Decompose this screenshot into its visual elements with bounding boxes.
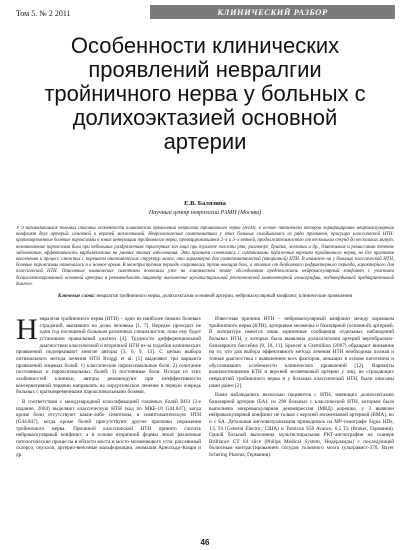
- page-number: 46: [200, 538, 210, 547]
- body-paragraph: Нами наблюдались несколько пациентов с НТН, имеющих долихоэктазию базилярной артерии (БА): из 298 больных с классической НТН, которым была выполнена микроваскулярная декомпрессия (МВД) корешка, у 3 выявлен нейроваскулярный конфликт не только с верхней мозжечковой артерией (ВМА), но и с БА. Детальная ангиовизуализация проводилась на МР-томографе Signa HDx, 1,5 Тл (General Electric, США) и Tomicon S50 Avance, 0,5 Тл (Bruker, Германия). Одной больной выполнена мультиспиральная РКТ-ангиография на сканере Brilliance CT 64 slice (Philips Medical System, Нидерланды) с последующей болюсным контрастированием сосудов головного мозга (ультравист-370, Bayer Schering Pharma, Германия).: [209, 392, 394, 459]
- article-title: Особенности клинических проявлений невралгии тройничного нерва у больных с долихоэктазией основной артерии: [44, 33, 366, 154]
- keywords-label: Ключевые слова:: [57, 294, 96, 299]
- article-affiliation: Научный центр неврологии РАМН (Москва): [148, 210, 262, 216]
- issue-label: Том 5. № 2 2011: [16, 9, 71, 18]
- section-banner: КЛИНИЧЕСКИЙ РАЗБОР: [150, 5, 395, 19]
- keywords-text: невралгия тройничного нерва, долихоэктазия основной артерии, нейроваскулярный конфликт, клинические проявления: [96, 294, 353, 299]
- right-column: [209, 316, 394, 534]
- body-paragraph: Известная причина НТН – нейроваскулярный конфликт между корешком тройничного нерва (КТН), артериями мозжечка и базилярной (основной) артерией. В литературе имеется лишь единичные сообщения отдельных наблюдений больных НТН, у которых была выявлена долихоэктазия артерий вертебрально-базилярного бассейна [8, 10, 11]. Spencer и Gremillion (2007) обращают внимание на то, что для выбора эффективного метода лечения НТН необходима полная и точная диагностика с выявлением всех факторов, лежащих в основе патогенеза и обусловивших особенности клинических проявлений [12]. Варианты взаимоотношения КТН и верхней мозжечковой артерии у лиц, не страдающих невралгией тройничного нерва и у больных классической НТН, были описаны нами ранее [2].: [209, 316, 394, 389]
- left-column: [16, 316, 201, 534]
- article-authors: Е.В. Балязина: [184, 200, 226, 207]
- body-paragraph: В соответствии с международной классификацией головных болей ВОЗ (2-е издание, 2004) выделяют классическую НТН (код по МКБ-10 G44.847), когда кроме боли отсутствуют какие-либо симптомы, и симптоматическую НТН (G44.847), когда кроме болей присутствуют другие признаки поражения тройничного нерва. Причиной классической НТН принято считать нейроваскулярный конфликт, а в основе вторичной формы лежат различные патологические процессы в области моста и мосто-мозжечкового угла: рассеянный склероз, опухоли, артерио-венозные мальформации, аномалия Арнольда–Киари и др.: [16, 398, 201, 459]
- body-paragraph: евралгия тройничного нерва (НТН) – одно из наиболее тяжких болевых страданий, выпавших на долю человека [1, 7]. Нередко проходит не один год посещений больным различных специалистов, пока ему будет установлен правильный диагноз [4]. Трудности дифференциальной диагностики классической и вторичной НТН из-за подобия клинических проявлений подчеркивают многие авторы [3, 6, 9, 13]. С целью выбора оптимального метода лечения НТН Bruggi et al. [5] выделяют три варианта проявлений лицевых болей: 1) классические пароксизмальные боли; 2) сочетание постоянных и пароксизмальных болей; 3) постоянные боли. Исходя из этих особенностей клиники, авторы рекомендуют при неэффективности консервативной терапии направлять на хирургическое лечение в первую очередь больных с кратковременными пароксизмальными болями.: [16, 316, 201, 396]
- keywords: [16, 294, 394, 300]
- article-abstract: У 9 наблюдавшихся больных описаны особенности клинических проявлений невралгии тройничного нерва (НТН), в основе патогенеза которой верифицирован нейроваскулярный конфликт двух артерий: основной и верхней мозжечковой. Неврологическая симптоматика у этих больных складывалась из ряда признаков, присущих классической НТН: кратковременные болевые пароксизмы в зонах иннервации тройничного нерва, провоцировавшиеся 2–х и 3–х ветвей, продолжительностью от нескольких секунд до нескольких минут, возникновение пароксизма боли при небольших раздражениях триггерных зон лица при туалете полости рта, разговоре, бритье, жевании и др., длительные и ремиссиями течение заболевания, эффективность карбамазепина на ранних этапах заболевания. Эти признаки сочетались с симптомами поражения корешка тройничного нерва, не без признаков вовлечения в процесс смежных с корешком анатомических структур мозга, что характерно для симптоматической (вторичной) НТН. В анамнезе ни у больных классической НТН, болевые пароксизмы отмечались и в ночное время. В межприступном периоде сохранялась тупая ноющая боль, в отличие от безболевого рефрактерного периода, характерного для классической НТН. Описанные клинические симптомы позволили уже на клиническом этапе обследования предположить нейроваскулярный конфликт с участием долихоэктазированной основной артерии и рекомендовать пациенту выполнение мультиспиральной рентгеновской компьютерной ангиографии, подтвердившей предварительный диагноз.: [16, 226, 394, 287]
- drop-cap: Н: [16, 316, 38, 346]
